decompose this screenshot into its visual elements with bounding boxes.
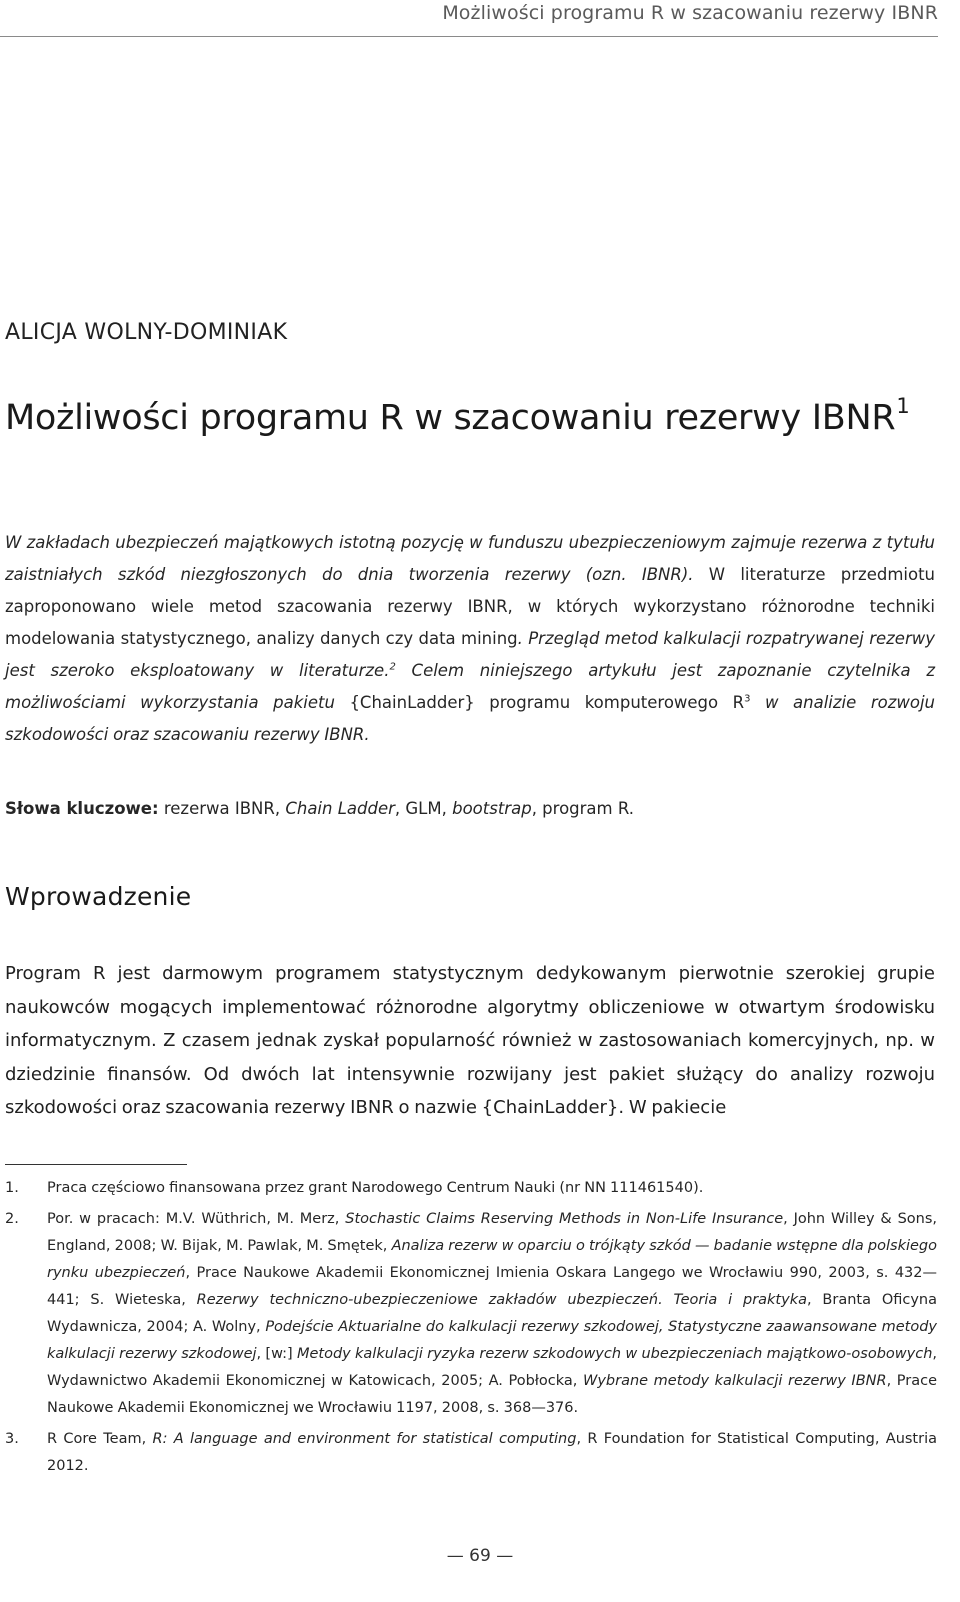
keywords-part-4: bootstrap [452,799,532,818]
footnote-3 [5,1426,937,1480]
keywords-label: Słowa kluczowe: [5,799,159,818]
keywords [5,793,935,825]
abstract-part-3: data mining [418,629,518,648]
keywords-part-2: Chain Ladder [285,799,395,818]
article-title-text: Możliwości programu R w szacowaniu rezerwy IBNR [5,398,896,438]
footnote-2 [5,1206,937,1422]
abstract [5,527,935,751]
abstract-footnote-ref-3[interactable]: 3 [744,693,751,705]
footnote-number: 3. [5,1431,19,1447]
fn3-part-b: R: A language and environment for statistical computing [152,1431,577,1447]
fn2-part-m: , Prace Naukowe Akademii Ekonomicznej we Wrocławiu 1197, 2008, s. 368—376. [47,1373,937,1416]
fn2-part-b: Stochastic Claims Reserving Methods in Non-Life Insurance [345,1211,784,1227]
fn2-part-i: , [w:] [256,1346,297,1362]
abstract-part-2: W literaturze przedmiotu zaproponowano wiele metod szacowania rezerwy IBNR, w których wykorzystano różnorodne techniki modelowania statystycznego, analizy danych czy [5,565,935,648]
title-footnote-ref[interactable]: 1 [896,394,910,418]
fn2-part-g: , Branta Oficyna Wydawnicza, 2004; A. Wolny, [47,1292,938,1335]
article-title [5,394,910,438]
keywords-part-3: , GLM, [394,799,453,818]
fn2-part-a: Por. w pracach: M.V. Wüthrich, M. Merz, [47,1211,346,1227]
body-paragraph: Program R jest darmowym programem statystycznym dedykowanym pierwotnie szerokiej grupie naukowców mogących implementować różnorodne algorytmy obliczeniowe w otwartym środowisku informatycznym. Z czasem jednak zyskał popularność również w zastosowaniach komercyjnych, np. w dziedzinie finansów. Od dwóch lat intensywnie rozwijany jest pakiet służący do analizy rozwoju szkodowości oraz szacowania rezerwy IBNR o nazwie {ChainLadder}. W pakiecie [5,963,935,1118]
footnote-1 [5,1175,937,1202]
abstract-part-7: programu komputerowego R [474,693,745,712]
footnote-text [47,1206,937,1422]
fn2-part-e: , Prace Naukowe Akademii Ekonomicznej Imienia Oskara Langego we Wrocławiu 990, 2003, s. 432—441; S. Wieteska, [47,1265,937,1308]
footnotes [5,1175,937,1480]
abstract-part-8: w analizie rozwoju szkodowości oraz szacowaniu rezerwy IBNR. [5,693,935,744]
footnote-rule [5,1164,187,1165]
fn2-part-d: Analiza rezerw w oparciu o trójkąty szkód — badanie wstępne dla polskiego rynku ubezpieczeń [47,1238,937,1281]
abstract-footnote-ref-2[interactable]: 2 [389,661,396,673]
footnote-number: 1. [5,1180,19,1196]
fn2-part-k: , Wydawnictwo Akademii Ekonomicznej w Katowicach, 2005; A. Pobłocka, [47,1346,937,1389]
footnote-text [47,1426,937,1480]
section-heading: Wprowadzenie [5,882,192,911]
abstract-part-5: Celem niniejszego artykułu jest zapoznanie czytelnika z możliwościami wykorzystania pakietu [5,661,936,712]
fn2-part-f: Rezerwy techniczno-ubezpieczeniowe zakładów ubezpieczeń. Teoria i praktyka [196,1292,807,1308]
footnote-number: 2. [5,1211,19,1227]
author-name: ALICJA WOLNY-DOMINIAK [5,320,288,345]
fn3-part-c: , R Foundation for Statistical Computing, Austria 2012. [47,1431,937,1474]
fn3-part-a: R Core Team, [47,1431,153,1447]
running-header: Możliwości programu R w szacowaniu rezerwy IBNR [442,2,938,24]
keywords-part-5: , program R. [531,799,634,818]
fn2-part-j: Metody kalkulacji ryzyka rezerw szkodowych w ubezpieczeniach majątkowo-osobowych [296,1346,933,1362]
fn2-part-l: Wybrane metody kalkulacji rezerwy IBNR [582,1373,887,1389]
keywords-part-1: rezerwa IBNR, [158,799,286,818]
abstract-part-1: W zakładach ubezpieczeń majątkowych istotną pozycję w funduszu ubezpieczeniowym zajmuje rezerwa z tytułu zaistniałych szkód niezgłoszonych do dnia tworzenia rezerwy (ozn. IBNR). [5,533,935,584]
abstract-part-6: {ChainLadder} [349,693,475,712]
fn2-part-c: , John Willey & Sons, England, 2008; W. Bijak, M. Pawlak, M. Smętek, [47,1211,938,1254]
page-number: — 69 — [446,1546,514,1566]
fn2-part-h: Podejście Aktuarialne do kalkulacji rezerwy szkodowej, Statystyczne zaawansowane metody kalkulacji rezerwy szkodowej [47,1319,937,1362]
header-rule [0,36,938,37]
abstract-part-4: . Przegląd metod kalkulacji rozpatrywanej rezerwy jest szeroko eksploatowany w literaturze. [5,629,936,680]
footnote-text: Praca częściowo finansowana przez grant Narodowego Centrum Nauki (nr NN 111461540). [47,1180,704,1196]
